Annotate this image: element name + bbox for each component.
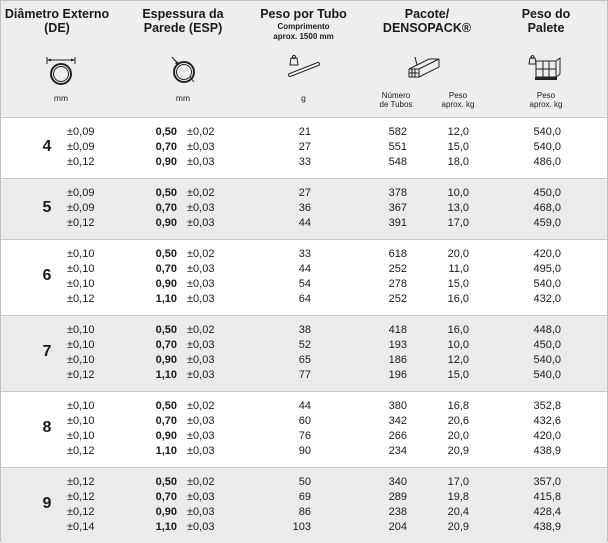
table-row [1, 247, 607, 262]
cell-tol-de: ±0,10 [67, 278, 95, 290]
cell-num-tubos: 548 [388, 156, 407, 168]
group-separator [1, 315, 607, 316]
cell-esp: 0,90 [155, 278, 177, 290]
cell-peso-palete: 415,8 [533, 491, 561, 503]
cell-peso-pacote: 17,0 [447, 217, 469, 229]
pallet-weight-icon [528, 53, 562, 85]
cell-peso-palete: 448,0 [533, 324, 561, 336]
cell-peso-pacote: 20,0 [447, 248, 469, 260]
cell-esp: 0,70 [155, 491, 177, 503]
cell-peso-tubo: 77 [298, 369, 311, 381]
table-row [1, 125, 607, 140]
table-row [1, 323, 607, 338]
cell-tol-de: ±0,12 [67, 506, 95, 518]
table-header [1, 1, 607, 117]
cell-peso-palete: 540,0 [533, 369, 561, 381]
cell-peso-pacote: 20,9 [447, 445, 469, 457]
cell-tol-esp: ±0,03 [187, 415, 215, 427]
cell-num-tubos: 252 [388, 293, 407, 305]
cell-peso-tubo: 76 [298, 430, 311, 442]
header-peso-palete-line2: aprox. kg [529, 100, 563, 109]
group-separator [1, 239, 607, 240]
cell-peso-palete: 438,9 [533, 521, 561, 533]
cell-num-tubos: 238 [388, 506, 407, 518]
cell-peso-palete: 352,8 [533, 400, 561, 412]
header-num-tubos-line1: Número [381, 91, 411, 100]
cell-peso-pacote: 19,8 [447, 491, 469, 503]
cell-peso-palete: 450,0 [533, 339, 561, 351]
cell-tol-esp: ±0,03 [187, 278, 215, 290]
cell-tol-de: ±0,10 [67, 339, 95, 351]
cell-tol-de: ±0,09 [67, 187, 95, 199]
cell-num-tubos: 234 [388, 445, 407, 457]
cell-num-tubos: 618 [388, 248, 407, 260]
cell-tol-esp: ±0,03 [187, 217, 215, 229]
header-peso-tubo-sub [251, 22, 356, 42]
cell-tol-de: ±0,12 [67, 445, 95, 457]
table-row [1, 399, 607, 414]
cell-tol-de: ±0,10 [67, 415, 95, 427]
row-group-de-6 [1, 239, 607, 315]
table-row [1, 292, 607, 307]
header-peso-palete-line1: Peso [536, 91, 556, 100]
cell-tol-de: ±0,12 [67, 491, 95, 503]
table-row [1, 444, 607, 459]
cell-esp: 0,50 [155, 187, 177, 199]
group-separator [1, 391, 607, 392]
cell-num-tubos: 266 [388, 430, 407, 442]
cell-tol-de: ±0,10 [67, 354, 95, 366]
cell-tol-esp: ±0,03 [187, 445, 215, 457]
cell-tol-esp: ±0,03 [187, 293, 215, 305]
cell-peso-pacote: 12,0 [447, 126, 469, 138]
cell-tol-esp: ±0,03 [187, 156, 215, 168]
header-peso-tubo-sub2: aprox. 1500 mm [273, 32, 334, 41]
cell-num-tubos: 204 [388, 521, 407, 533]
cell-num-tubos: 418 [388, 324, 407, 336]
header-de-unit: mm [53, 93, 69, 103]
cell-tol-de: ±0,12 [67, 293, 95, 305]
cell-num-tubos: 340 [388, 476, 407, 488]
cell-peso-palete: 540,0 [533, 278, 561, 290]
row-group-de-9 [1, 467, 607, 543]
table-row [1, 414, 607, 429]
header-palete-title1: Peso do [521, 7, 571, 21]
group-separator [1, 467, 607, 468]
cell-peso-palete: 495,0 [533, 263, 561, 275]
table-row [1, 475, 607, 490]
table-row [1, 429, 607, 444]
cell-num-tubos: 196 [388, 369, 407, 381]
cell-num-tubos: 193 [388, 339, 407, 351]
de-value: 7 [42, 343, 52, 360]
header-peso-palete [518, 91, 574, 109]
cell-tol-de: ±0,12 [67, 476, 95, 488]
header-peso-tubo [251, 7, 356, 21]
cell-peso-tubo: 38 [298, 324, 311, 336]
cell-tol-de: ±0,14 [67, 521, 95, 533]
cell-peso-palete: 432,0 [533, 293, 561, 305]
cell-peso-pacote: 10,0 [447, 339, 469, 351]
cell-esp: 0,50 [155, 400, 177, 412]
de-value: 6 [42, 267, 52, 284]
header-palete [501, 7, 591, 35]
cell-num-tubos: 252 [388, 263, 407, 275]
table-row [1, 277, 607, 292]
cell-peso-tubo: 36 [298, 202, 311, 214]
cell-peso-pacote: 16,0 [447, 324, 469, 336]
cell-peso-tubo: 27 [298, 187, 311, 199]
cell-esp: 0,70 [155, 141, 177, 153]
cell-peso-palete: 540,0 [533, 141, 561, 153]
table-row [1, 262, 607, 277]
cell-tol-de: ±0,09 [67, 141, 95, 153]
cell-peso-pacote: 12,0 [447, 354, 469, 366]
de-value: 5 [42, 198, 52, 216]
row-group-de-8 [1, 391, 607, 467]
table-row [1, 338, 607, 353]
header-esp-title2: Parede (ESP) [143, 21, 223, 35]
table-row [1, 353, 607, 368]
cell-tol-de: ±0,12 [67, 217, 95, 229]
cell-peso-tubo: 90 [298, 445, 311, 457]
table-row [1, 520, 607, 535]
header-esp-unit: mm [175, 93, 191, 103]
cell-esp: 0,90 [155, 217, 177, 229]
cell-tol-esp: ±0,03 [187, 354, 215, 366]
row-group-de-7 [1, 315, 607, 391]
wall-thickness-icon [167, 53, 199, 85]
header-peso-tubo-sub1: Comprimento [277, 22, 330, 31]
cell-peso-palete: 438,9 [533, 445, 561, 457]
cell-peso-pacote: 20,9 [447, 521, 469, 533]
cell-peso-palete: 432,6 [533, 415, 561, 427]
cell-peso-tubo: 44 [298, 263, 311, 275]
tube-cross-section-icon [45, 55, 77, 85]
table-row [1, 198, 607, 216]
cell-tol-esp: ±0,03 [187, 521, 215, 533]
header-palete-title2: Palete [527, 21, 565, 35]
cell-num-tubos: 391 [388, 217, 407, 229]
cell-tol-esp: ±0,02 [187, 324, 215, 336]
cell-peso-pacote: 20,0 [447, 430, 469, 442]
cell-tol-esp: ±0,03 [187, 141, 215, 153]
cell-num-tubos: 186 [388, 354, 407, 366]
cell-peso-pacote: 13,0 [447, 202, 469, 214]
cell-tol-esp: ±0,03 [187, 506, 215, 518]
cell-esp: 0,50 [155, 248, 177, 260]
cell-tol-de: ±0,12 [67, 156, 95, 168]
group-separator [1, 178, 607, 179]
header-pacote-title2: DENSOPACK® [382, 21, 472, 35]
header-peso-pacote [433, 91, 483, 109]
cell-tol-de: ±0,10 [67, 248, 95, 260]
de-value: 4 [42, 137, 52, 155]
header-de-title2: (DE) [44, 21, 70, 35]
table-row [1, 216, 607, 231]
cell-num-tubos: 582 [388, 126, 407, 138]
header-peso-pacote-line2: aprox. kg [441, 100, 475, 109]
cell-tol-esp: ±0,03 [187, 430, 215, 442]
cell-peso-tubo: 69 [298, 491, 311, 503]
header-pacote-title1: Pacote/ [404, 7, 450, 21]
header-peso-tubo-title: Peso por Tubo [260, 7, 347, 21]
cell-peso-palete: 420,0 [533, 430, 561, 442]
cell-tol-esp: ±0,03 [187, 202, 215, 214]
table-row [1, 155, 607, 170]
cell-num-tubos: 342 [388, 415, 407, 427]
cell-tol-esp: ±0,02 [187, 400, 215, 412]
cell-num-tubos: 551 [388, 141, 407, 153]
cell-peso-tubo: 54 [298, 278, 311, 290]
cell-tol-esp: ±0,03 [187, 339, 215, 351]
cell-num-tubos: 380 [388, 400, 407, 412]
cell-peso-pacote: 18,0 [447, 156, 469, 168]
cell-tol-esp: ±0,02 [187, 248, 215, 260]
cell-tol-de: ±0,10 [67, 430, 95, 442]
cell-esp: 0,70 [155, 202, 177, 214]
header-de [1, 7, 113, 35]
cell-peso-tubo: 21 [298, 126, 311, 138]
group-separator [1, 117, 607, 118]
cell-peso-pacote: 20,6 [447, 415, 469, 427]
table-row [1, 186, 607, 201]
cell-esp: 1,10 [155, 521, 177, 533]
cell-peso-palete: 428,4 [533, 506, 561, 518]
cell-peso-pacote: 15,0 [447, 141, 469, 153]
cell-peso-pacote: 15,0 [447, 278, 469, 290]
cell-tol-de: ±0,10 [67, 324, 95, 336]
cell-peso-pacote: 16,8 [447, 400, 469, 412]
cell-esp: 0,50 [155, 324, 177, 336]
cell-tol-esp: ±0,03 [187, 369, 215, 381]
cell-peso-palete: 540,0 [533, 126, 561, 138]
row-group-de-5 [1, 178, 607, 239]
header-peso-tubo-unit: g [301, 93, 306, 103]
de-value: 8 [42, 419, 52, 436]
de-value: 9 [42, 495, 52, 512]
cell-esp: 0,50 [155, 476, 177, 488]
header-num-tubos-line2: de Tubos [379, 100, 413, 109]
cell-peso-tubo: 44 [298, 217, 311, 229]
cell-peso-tubo: 33 [298, 156, 311, 168]
cell-peso-pacote: 20,4 [447, 506, 469, 518]
cell-esp: 0,50 [155, 126, 177, 138]
weight-tube-icon [285, 53, 323, 85]
table-row [1, 490, 607, 505]
row-group-de-4 [1, 117, 607, 178]
tube-bundle-icon [405, 53, 443, 83]
cell-num-tubos: 289 [388, 491, 407, 503]
cell-tol-de: ±0,09 [67, 202, 95, 214]
cell-tol-de: ±0,12 [67, 369, 95, 381]
cell-peso-pacote: 10,0 [447, 187, 469, 199]
cell-num-tubos: 278 [388, 278, 407, 290]
header-num-tubos [371, 91, 421, 109]
cell-num-tubos: 378 [388, 187, 407, 199]
cell-esp: 0,70 [155, 415, 177, 427]
cell-peso-palete: 420,0 [533, 248, 561, 260]
cell-peso-pacote: 17,0 [447, 476, 469, 488]
cell-peso-tubo: 50 [298, 476, 311, 488]
cell-peso-palete: 468,0 [533, 202, 561, 214]
cell-peso-palete: 357,0 [533, 476, 561, 488]
cell-esp: 0,70 [155, 263, 177, 275]
cell-peso-tubo: 27 [298, 141, 311, 153]
table-row [1, 505, 607, 520]
cell-num-tubos: 367 [388, 202, 407, 214]
cell-peso-palete: 459,0 [533, 217, 561, 229]
cell-esp: 0,90 [155, 430, 177, 442]
table-row [1, 137, 607, 155]
cell-tol-esp: ±0,02 [187, 476, 215, 488]
header-peso-pacote-line1: Peso [448, 91, 468, 100]
cell-esp: 0,90 [155, 156, 177, 168]
cell-peso-palete: 450,0 [533, 187, 561, 199]
cell-esp: 0,90 [155, 354, 177, 366]
header-pacote [366, 7, 488, 35]
cell-peso-pacote: 15,0 [447, 369, 469, 381]
cell-peso-pacote: 16,0 [447, 293, 469, 305]
cell-esp: 1,10 [155, 369, 177, 381]
cell-esp: 0,70 [155, 339, 177, 351]
cell-peso-tubo: 64 [298, 293, 311, 305]
cell-peso-tubo: 60 [298, 415, 311, 427]
cell-tol-de: ±0,10 [67, 400, 95, 412]
header-esp-title1: Espessura da [142, 7, 224, 21]
cell-esp: 0,90 [155, 506, 177, 518]
cell-peso-palete: 540,0 [533, 354, 561, 366]
cell-tol-de: ±0,10 [67, 263, 95, 275]
cell-peso-palete: 486,0 [533, 156, 561, 168]
cell-tol-esp: ±0,02 [187, 126, 215, 138]
cell-tol-esp: ±0,03 [187, 491, 215, 503]
cell-peso-tubo: 86 [298, 506, 311, 518]
cell-peso-tubo: 44 [298, 400, 311, 412]
table-row [1, 368, 607, 383]
cell-tol-esp: ±0,03 [187, 263, 215, 275]
header-de-title1: Diâmetro Externo [4, 7, 110, 21]
cell-peso-pacote: 11,0 [448, 263, 469, 275]
cell-esp: 1,10 [155, 293, 177, 305]
header-esp [131, 7, 235, 35]
cell-peso-tubo: 52 [298, 339, 311, 351]
cell-peso-tubo: 65 [298, 354, 311, 366]
cell-tol-esp: ±0,02 [187, 187, 215, 199]
cell-peso-tubo: 33 [298, 248, 311, 260]
cell-peso-tubo: 103 [292, 521, 311, 533]
cell-tol-de: ±0,09 [67, 126, 95, 138]
cell-esp: 1,10 [155, 445, 177, 457]
